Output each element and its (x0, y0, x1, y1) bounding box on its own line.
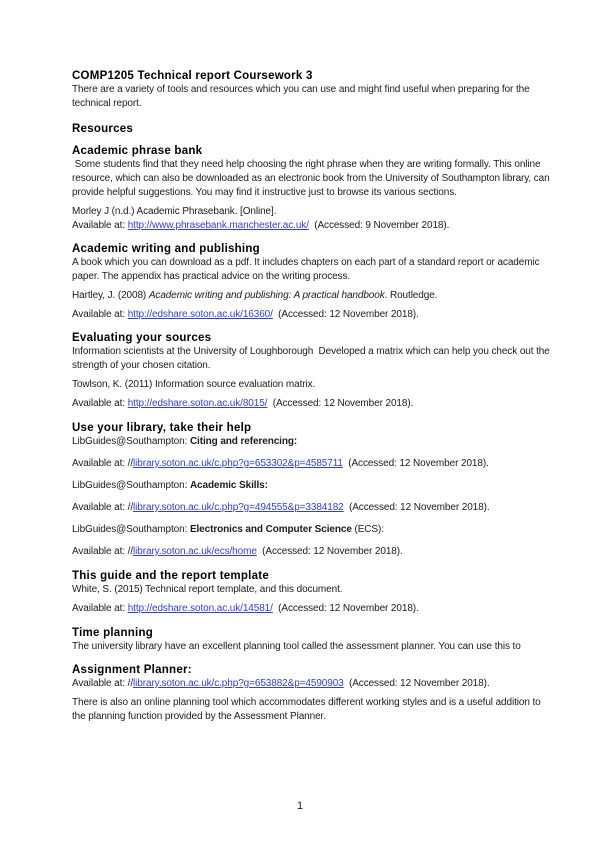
libguides-citing-label (72, 435, 542, 449)
libguides-ecs-bold: Electronics and Computer Science (189, 524, 352, 535)
libguides-citing-link[interactable]: library.soton.ac.uk/c.php?g=653302&p=4585711 (133, 458, 343, 469)
white-citation: White, S. (2015) Technical report template, and this document. (72, 584, 343, 595)
section-heading-evaluating-sources: Evaluating your sources (72, 332, 212, 344)
libguides-ecs-available-line (72, 545, 542, 559)
accessed-text: (Accessed: 12 November 2018). (256, 546, 403, 557)
writing-publishing-available-line (72, 308, 542, 322)
libguides-ecs-label (72, 523, 542, 537)
phrase-bank-body-line1: Some students find that they need help choosing the right phrase when they are writing formally. This online (72, 159, 541, 170)
evaluating-sources-body-line1: Information scientists at the University of Loughborough Developed a matrix which can help you check out the (72, 346, 550, 357)
libguides-ecs-link[interactable]: library.soton.ac.uk/ecs/home (133, 546, 257, 557)
assignment-planner-body-line2: the planning function provided by the Assessment Planner. (72, 711, 326, 722)
edshare-14581-link[interactable]: http://edshare.soton.ac.uk/14581/ (127, 603, 273, 614)
accessed-text: (Accessed: 12 November 2018). (267, 398, 414, 409)
libguides-prefix: LibGuides@Southampton: (72, 480, 190, 491)
libguides-skills-bold: Academic Skills: (189, 480, 268, 491)
phrase-bank-available-line (72, 219, 542, 233)
accessed-text: (Accessed: 12 November 2018). (343, 502, 490, 513)
libguides-citing-available-line (72, 457, 542, 471)
phrase-bank-body-line2: resource, which can also be downloaded as an electronic book from the University of Southampton library, can (72, 173, 550, 184)
section-heading-writing-publishing: Academic writing and publishing (72, 243, 260, 255)
accessed-text: (Accessed: 9 November 2018). (308, 220, 450, 231)
libguides-prefix: LibGuides@Southampton: (72, 524, 190, 535)
edshare-16360-link[interactable]: http://edshare.soton.ac.uk/16360/ (127, 309, 273, 320)
writing-publishing-body-line2: paper. The appendix has practical advice on the writing process. (72, 271, 351, 282)
available-label: Available at: // (72, 502, 134, 513)
available-label: Available at: (72, 309, 128, 320)
libguides-suffix: (ECS): (351, 524, 384, 535)
page-number: 1 (296, 800, 304, 812)
writing-publishing-body-line1: A book which you can download as a pdf. It includes chapters on each part of a standard report or academic (72, 257, 540, 268)
guide-template-available-line (72, 602, 542, 616)
citation-book-title: Academic writing and publishing: A practical handbook (148, 290, 385, 301)
assignment-planner-body-line1: There is also an online planning tool which accommodates different working styles and is a useful addition to (72, 697, 541, 708)
phrase-bank-citation: Morley J (n.d.) Academic Phrasebank. [Online]. (72, 206, 277, 217)
intro-line-1: There are a variety of tools and resources which you can use and might find useful when preparing for the (72, 84, 530, 95)
evaluating-sources-body-line2: strength of your chosen citation. (72, 360, 211, 371)
phrasebank-link[interactable]: http://www.phrasebank.manchester.ac.uk/ (127, 220, 309, 231)
section-heading-library-help: Use your library, take their help (72, 422, 252, 434)
available-label: Available at: (72, 603, 128, 614)
accessed-text: (Accessed: 12 November 2018). (272, 309, 419, 320)
hartley-citation (72, 289, 542, 303)
available-label: Available at: // (72, 546, 134, 557)
libguides-citing-bold: Citing and referencing: (189, 436, 298, 447)
evaluating-sources-available-line (72, 397, 542, 411)
available-label: Available at: // (72, 678, 134, 689)
accessed-text: (Accessed: 12 November 2018). (272, 603, 419, 614)
time-planning-body: The university library have an excellent planning tool called the assessment planner. You can use this to (72, 641, 521, 652)
document-content (72, 69, 550, 724)
libguides-skills-link[interactable]: library.soton.ac.uk/c.php?g=494555&p=3384182 (133, 502, 344, 513)
libguides-skills-label (72, 479, 542, 493)
citation-suffix: . Routledge. (384, 290, 438, 301)
accessed-text: (Accessed: 12 November 2018). (342, 458, 489, 469)
available-label: Available at: (72, 220, 128, 231)
phrase-bank-body-line3: provide helpful suggestions. You may find it instructive just to browse its various sections. (72, 187, 457, 198)
intro-line-2: technical report. (72, 98, 142, 109)
section-heading-assignment-planner: Assignment Planner: (72, 664, 192, 676)
resources-heading: Resources (72, 123, 134, 135)
section-heading-phrase-bank: Academic phrase bank (72, 145, 203, 157)
citation-prefix: Hartley, J. (2008) (72, 290, 149, 301)
libguides-prefix: LibGuides@Southampton: (72, 436, 190, 447)
assignment-planner-link[interactable]: library.soton.ac.uk/c.php?g=653882&p=4590903 (133, 678, 344, 689)
towlson-citation: Towlson, K. (2011) Information source evaluation matrix. (72, 379, 316, 390)
available-label: Available at: // (72, 458, 134, 469)
accessed-text: (Accessed: 12 November 2018). (343, 678, 490, 689)
libguides-skills-available-line (72, 501, 542, 515)
section-heading-time-planning: Time planning (72, 627, 153, 639)
available-label: Available at: (72, 398, 128, 409)
edshare-8015-link[interactable]: http://edshare.soton.ac.uk/8015/ (127, 398, 268, 409)
assignment-planner-available-line (72, 677, 542, 691)
section-heading-guide-template: This guide and the report template (72, 570, 269, 582)
doc-title: COMP1205 Technical report Coursework 3 (72, 70, 313, 82)
